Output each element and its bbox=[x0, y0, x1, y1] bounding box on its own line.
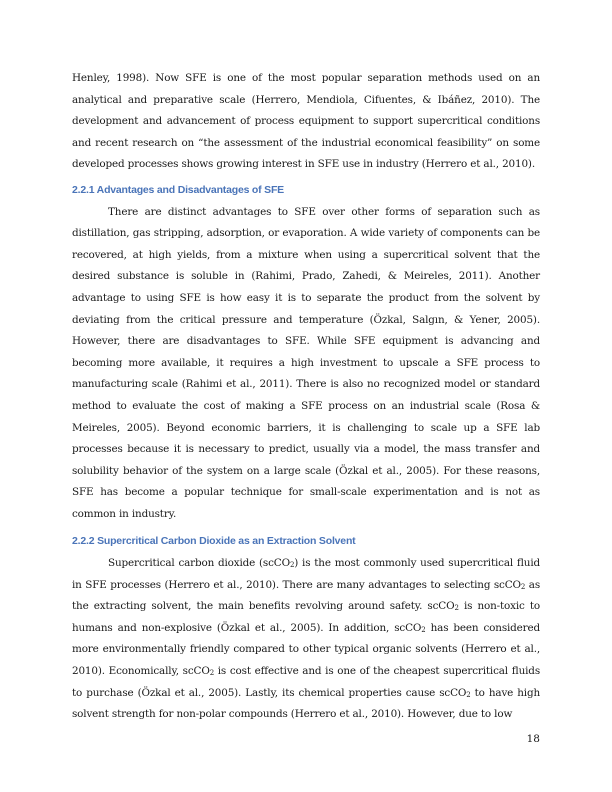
page-number: 18 bbox=[526, 733, 540, 745]
subscript: 2 bbox=[289, 561, 295, 570]
text-segment: is non-toxic to humans and non-explosive (Özkal et al., 2005). In addition, scCO bbox=[72, 600, 541, 634]
subscript: 2 bbox=[520, 582, 526, 591]
text-segment: Supercritical carbon dioxide (scCO bbox=[108, 557, 290, 570]
section-heading-2-2-1: 2.2.1 Advantages and Disadvantages of SFE bbox=[72, 183, 284, 196]
subscript: 2 bbox=[421, 625, 426, 634]
text-segment: has been considered more environmentally friendly compared to other typical organic solvents (Herrero et al., 2010). Economically, scCO bbox=[72, 621, 540, 678]
section-heading-2-2-2: 2.2.2 Supercritical Carbon Dioxide as an Extraction Solvent bbox=[72, 535, 356, 548]
text-segment: as the extracting solvent, the main benefits revolving around safety. scCO bbox=[72, 578, 541, 613]
text-segment: ) is the most commonly used supercritical fluid in SFE processes (Herrero et al., 2010). There are many advantages to selecting scCO bbox=[72, 557, 540, 591]
subscript: 2 bbox=[209, 669, 215, 678]
document-page bbox=[72, 68, 540, 726]
paragraph-intro: Henley, 1998). Now SFE is one of the most popular separation methods used on an analytical and preparative scale (Herrero, Mendiola, Cifuentes, & Ibáñez, 2010). The development and advancement of process equipment to support supercritical conditions and recent research on “the assessment of the industrial economical feasibility” on some developed processes shows growing interest in SFE use in industry (Herrero et al., 2010). bbox=[72, 72, 540, 171]
text-segment: is cost effective and is one of the cheapest supercritical fluids to purchase (Özkal et al., 2005). Lastly, its chemical properties cause scCO bbox=[72, 665, 540, 699]
text-segment: to have high solvent strength for non-polar compounds (Herrero et al., 2010). However, due to low bbox=[72, 686, 540, 721]
paragraph-advantages: There are distinct advantages to SFE over other forms of separation such as distillation, gas stripping, adsorption, or evaporation. A wide variety of components can be recovered, at high yields, from a mixture when using a supercritical solvent that the desired substance is soluble in (Rahimi, Prado, Zahedi, & Meireles, 2011). Another advantage to using SFE is how easy it is to separate the product from the solvent by deviating from the critical pressure and temperature (Özkal, Salgın, & Yener, 2005). However, there are disadvantages to SFE. While SFE equipment is advancing and becoming more available, it requires a high investment to upscale a SFE process to manufacturing scale (Rahimi et al., 2011). There is also no recognized model or standard method to evaluate the cost of making a SFE process on an industrial scale (Rosa & Meireles, 2005). Beyond economic barriers, it is challenging to scale up a SFE lab processes because it is necessary to predict, usually via a model, the mass transfer and solubility behavior of the system on a large scale (Özkal et al., 2005). For these reasons, SFE has become a popular technique for small-scale experimentation and is not as common in industry. bbox=[72, 205, 540, 520]
subscript: 2 bbox=[454, 604, 459, 613]
subscript: 2 bbox=[466, 690, 471, 699]
paragraph-scco2 bbox=[72, 553, 540, 726]
